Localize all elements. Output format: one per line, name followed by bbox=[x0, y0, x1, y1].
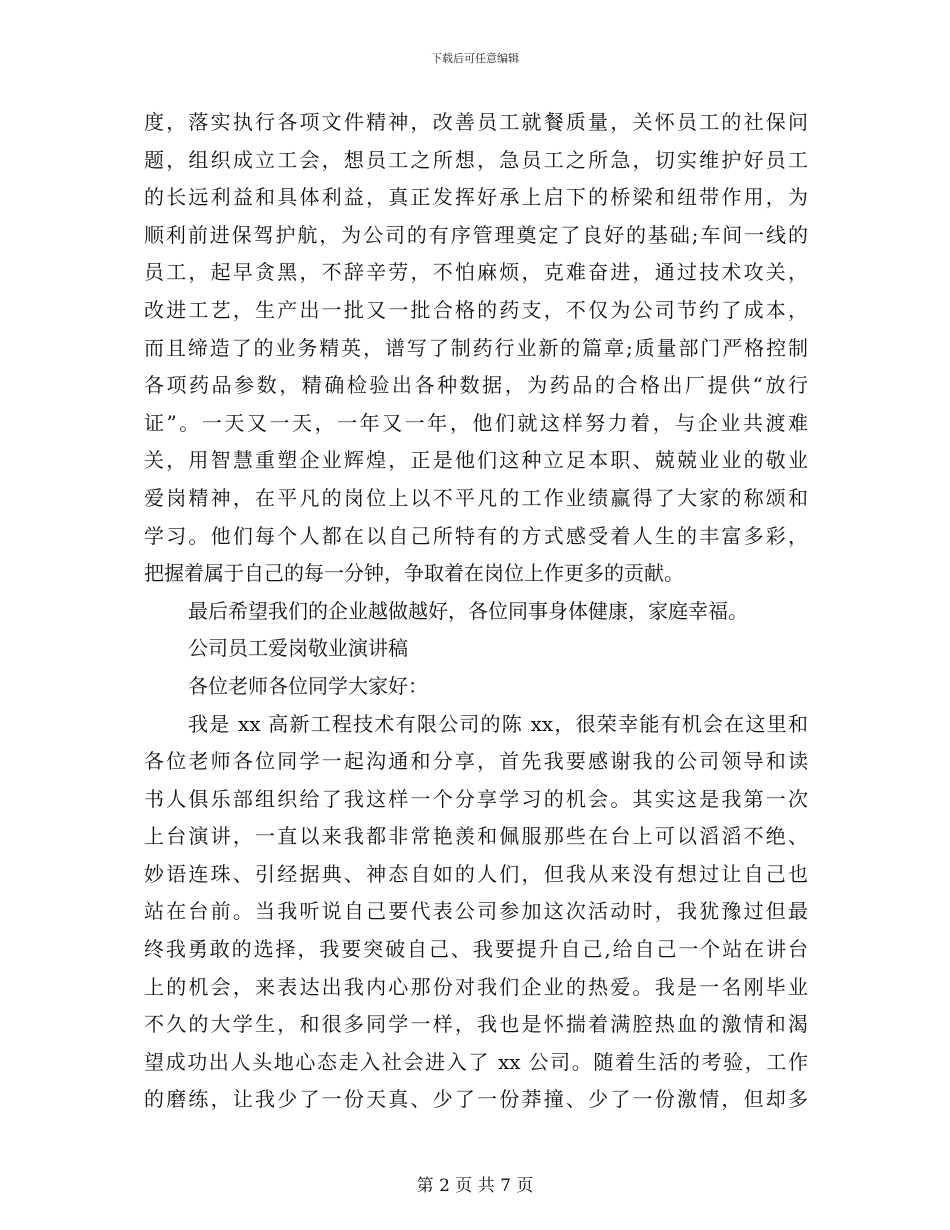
text-line: 改进工艺，生产出一批又一批合格的药支，不仅为公司节约了成本， bbox=[144, 297, 808, 322]
text-line: 顺利前进保驾护航，为公司的有序管理奠定了良好的基础;车间一线的 bbox=[144, 222, 808, 247]
text-line: 望成功出人头地心态走入社会进入了 xx 公司。随着生活的考验，工作 bbox=[144, 1049, 808, 1074]
page-number: 第 2 页 共 7 页 bbox=[416, 1176, 534, 1196]
text-line: 不久的大学生，和很多同学一样，我也是怀揣着满腔热血的激情和渴 bbox=[144, 1012, 808, 1037]
text-line: 书人俱乐部组织给了我这样一个分享学习的机会。其实这是我第一次 bbox=[144, 786, 808, 811]
text-line: 上台演讲，一直以来我都非常艳羡和佩服那些在台上可以滔滔不绝、 bbox=[144, 824, 808, 849]
text-line: 站在台前。当我听说自己要代表公司参加这次活动时，我犹豫过但最 bbox=[144, 899, 808, 924]
text-line: 的磨练，让我少了一份天真、少了一份莽撞、少了一份激情，但却多 bbox=[144, 1087, 808, 1112]
text-line: 题，组织成立工会，想员工之所想，急员工之所急，切实维护好员工 bbox=[144, 147, 808, 172]
text-line: 爱岗精神，在平凡的岗位上以不平凡的工作业绩赢得了大家的称颂和 bbox=[144, 485, 808, 510]
page-header-note: 下载后可任意编辑 bbox=[431, 52, 519, 65]
speech-greeting: 各位老师各位同学大家好： bbox=[188, 673, 428, 698]
text-line: 员工，起早贪黑，不辞辛劳，不怕麻烦，克难奋进，通过技术攻关， bbox=[144, 260, 808, 285]
speech-title: 公司员工爱岗敬业演讲稿 bbox=[188, 636, 408, 661]
text-line: 妙语连珠、引经据典、神态自如的人们，但我从来没有想过让自己也 bbox=[144, 861, 808, 886]
text-line: 学习。他们每个人都在以自己所特有的方式感受着人生的丰富多彩， bbox=[144, 523, 808, 548]
text-line: 各位老师各位同学一起沟通和分享，首先我要感谢我的公司领导和读 bbox=[144, 749, 808, 774]
text-line: 各项药品参数，精确检验出各种数据，为药品的合格出厂提供“放行 bbox=[144, 373, 808, 398]
text-line: 上的机会，来表达出我内心那份对我们企业的热爱。我是一名刚毕业 bbox=[144, 974, 808, 999]
document-body bbox=[144, 104, 808, 1119]
text-line: 我是 xx 高新工程技术有限公司的陈 xx，很荣幸能有机会在这里和 bbox=[188, 711, 808, 736]
text-line: 终我勇敢的选择，我要突破自己、我要提升自己,给自己一个站在讲台 bbox=[144, 937, 808, 962]
text-line: 度，落实执行各项文件精神，改善员工就餐质量，关怀员工的社保问 bbox=[144, 110, 808, 134]
text-line: 而且缔造了的业务精英，谱写了制药行业新的篇章;质量部门严格控制 bbox=[144, 335, 808, 360]
text-line: 把握着属于自己的每一分钟，争取着在岗位上作更多的贡献。 bbox=[144, 561, 684, 586]
text-line: 的长远利益和具体利益，真正发挥好承上启下的桥梁和纽带作用，为 bbox=[144, 185, 808, 210]
closing-paragraph: 最后希望我们的企业越做越好，各位同事身体健康，家庭幸福。 bbox=[188, 598, 748, 623]
text-line: 关，用智慧重塑企业辉煌，正是他们这种立足本职、兢兢业业的敬业 bbox=[144, 448, 808, 473]
text-line: 证”。一天又一天，一年又一年，他们就这样努力着，与企业共渡难 bbox=[144, 410, 808, 435]
